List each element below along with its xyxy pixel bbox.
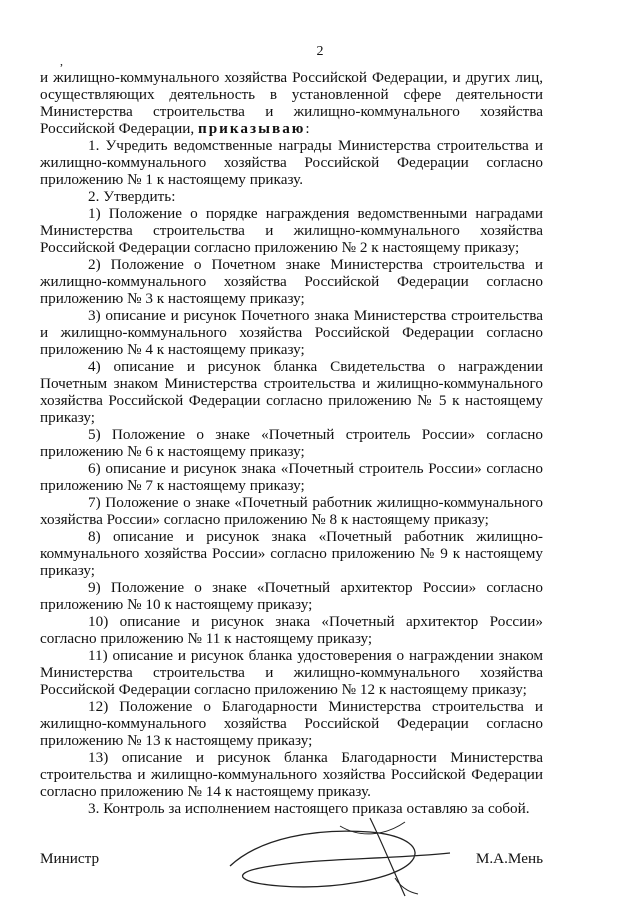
paragraph-1: 1. Учредить ведомственные награды Министерства строительства и жилищно-коммунального хозяйства Российской Федерации согласно приложению № 1 к настоящему приказу. — [40, 137, 543, 188]
signer-title: Министр — [40, 850, 100, 867]
intro-paragraph — [40, 69, 543, 137]
signer-name: М.А.Мень — [475, 850, 543, 867]
list-item-9: 9) Положение о знаке «Почетный архитектор России» согласно приложению № 10 к настоящему приказу; — [40, 579, 543, 613]
list-item-3: 3) описание и рисунок Почетного знака Министерства строительства и жилищно-коммунального хозяйства Российской Федерации согласно приложению № 4 к настоящему приказу; — [40, 307, 543, 358]
list-item-5: 5) Положение о знаке «Почетный строитель России» согласно приложению № 6 к настоящему приказу; — [40, 426, 543, 460]
list-item-8: 8) описание и рисунок знака «Почетный работник жилищно-коммунального хозяйства России» согласно приложению № 9 к настоящему приказу; — [40, 528, 543, 579]
page-number: 2 — [316, 44, 324, 59]
paragraph-3: 3. Контроль за исполнением настоящего приказа оставляю за собой. — [88, 800, 530, 817]
order-word: приказываю — [197, 120, 306, 137]
handwritten-signature — [220, 808, 470, 903]
list-item-6: 6) описание и рисунок знака «Почетный строитель России» согласно приложению № 7 к настоящему приказу; — [40, 460, 543, 494]
list-item-2: 2) Положение о Почетном знаке Министерства строительства и жилищно-коммунального хозяйства Российской Федерации согласно приложению № 3 к настоящему приказу; — [40, 256, 543, 307]
list-item-7: 7) Положение о знаке «Почетный работник жилищно-коммунального хозяйства России» согласно приложению № 8 к настоящему приказу; — [40, 494, 543, 528]
list-item-4: 4) описание и рисунок бланка Свидетельства о награждении Почетным знаком Министерства строительства и жилищно-коммунального хозяйства Российской Федерации согласно приложению № 5 к настоящему приказу; — [40, 358, 543, 426]
list-item-10: 10) описание и рисунок знака «Почетный архитектор России» согласно приложению № 11 к настоящему приказу; — [40, 613, 543, 647]
list-item-11: 11) описание и рисунок бланка удостоверения о награждении знаком Министерства строительства и жилищно-коммунального хозяйства Российской Федерации согласно приложению № 12 к настоящему приказу; — [40, 647, 543, 698]
list-item-13: 13) описание и рисунок бланка Благодарности Министерства строительства и жилищно-коммунального хозяйства Российской Федерации согласно приложению № 14 к настоящему приказу. — [40, 749, 543, 800]
document-body — [40, 69, 543, 817]
paragraph-2: 2. Утвердить: — [88, 188, 176, 205]
intro-text: и жилищно-коммунального хозяйства Российской Федерации, и других лиц, осуществляющих деятельность в установленной сфере деятельности Министерства строительства и жилищно-коммунального хозяйства Российской Федерации, — [40, 69, 543, 137]
list-item-1: 1) Положение о порядке награждения ведомственными наградами Министерства строительства и жилищно-коммунального хозяйства Российской Федерации согласно приложению № 2 к настоящему приказу; — [40, 205, 543, 256]
list-item-12: 12) Положение о Благодарности Министерства строительства и жилищно-коммунального хозяйства Российской Федерации согласно приложению № 13 к настоящему приказу; — [40, 698, 543, 749]
stray-mark: , — [60, 54, 63, 68]
order-colon: : — [305, 120, 310, 137]
